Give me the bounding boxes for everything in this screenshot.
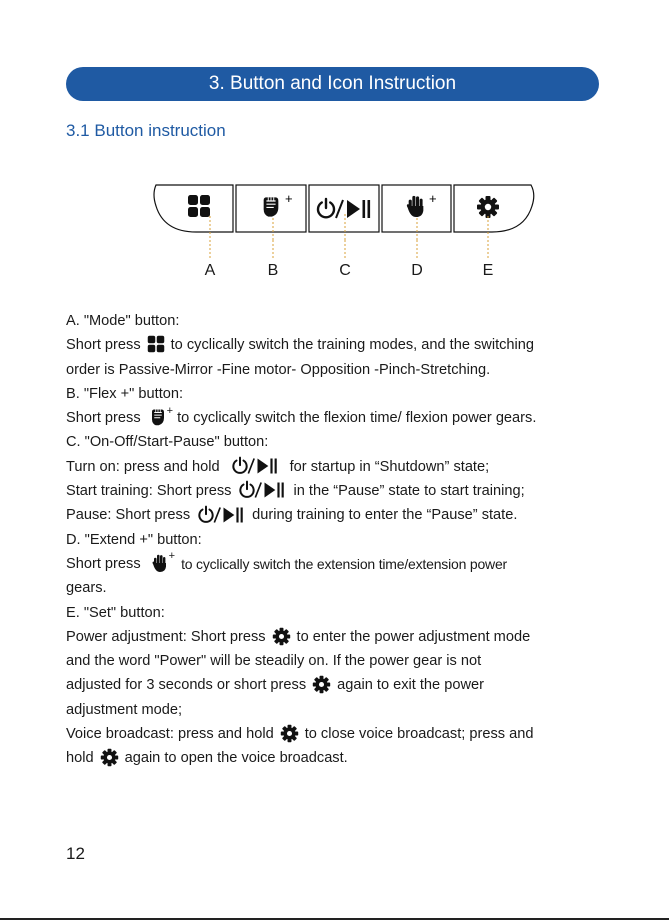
text-line: Short press + to cyclically switch the extension time/extension power xyxy=(66,552,626,576)
text-line: and the word "Power" will be steadily on. If the power gear is not xyxy=(66,653,482,670)
open-hand-plus-icon: + xyxy=(151,550,175,575)
text-line: Voice broadcast: press and hold to close voice broadcast; press and xyxy=(66,722,626,746)
power-play-pause-icon xyxy=(230,456,280,476)
svg-text:+: + xyxy=(285,191,293,206)
instruction-text xyxy=(66,309,626,771)
text-line: hold again to open the voice broadcast. xyxy=(66,746,626,770)
subsection-title: 3.1 Button instruction xyxy=(66,121,226,140)
power-play-pause-icon xyxy=(196,505,246,525)
leader-lines-lower xyxy=(150,240,540,262)
onoff-heading: C. "On-Off/Start-Pause" button: xyxy=(66,434,269,451)
key-label-b: B xyxy=(267,262,279,279)
text-line: adjustment mode; xyxy=(66,701,183,718)
text-line: Short press + to cyclically switch the flexion time/ flexion power gears. xyxy=(66,406,626,430)
set-heading: E. "Set" button: xyxy=(66,604,165,621)
text-line: Turn on: press and hold for startup in “Shutdown” state; xyxy=(66,455,626,479)
mode-icon xyxy=(147,335,165,353)
footer-rule xyxy=(0,918,669,920)
key-label-c: C xyxy=(339,262,351,279)
text-line: order is Passive-Mirror -Fine motor- Opposition -Pinch-Stretching. xyxy=(66,361,491,378)
text-line: gears. xyxy=(66,580,107,597)
extend-heading: D. "Extend +" button: xyxy=(66,531,202,548)
section-title-banner xyxy=(66,67,599,101)
section-title: 3. Button and Icon Instruction xyxy=(208,73,457,94)
button-panel-diagram xyxy=(150,180,540,240)
key-label-e: E xyxy=(482,262,494,279)
key-label-a: A xyxy=(204,262,216,279)
gear-icon xyxy=(100,748,119,767)
key-label-d: D xyxy=(411,262,423,279)
gear-icon xyxy=(312,675,331,694)
text-line: Start training: Short press in the “Pause” state to start training; xyxy=(66,479,626,503)
text-line: adjusted for 3 seconds or short press again to exit the power xyxy=(66,673,626,697)
text-line: Power adjustment: Short press to enter the power adjustment mode xyxy=(66,625,626,649)
gear-icon xyxy=(272,627,291,646)
gear-icon xyxy=(477,196,499,218)
power-play-pause-icon xyxy=(237,480,287,500)
page-number: 12 xyxy=(66,844,85,863)
text-line: Short press to cyclically switch the training modes, and the switching xyxy=(66,337,535,354)
fist-plus-icon: + xyxy=(149,405,173,430)
svg-text:+: + xyxy=(429,191,437,206)
mode-heading: A. "Mode" button: xyxy=(66,313,180,329)
gear-icon xyxy=(280,724,299,743)
text-line: Pause: Short press during training to enter the “Pause” state. xyxy=(66,503,626,527)
flex-heading: B. "Flex +" button: xyxy=(66,385,184,402)
